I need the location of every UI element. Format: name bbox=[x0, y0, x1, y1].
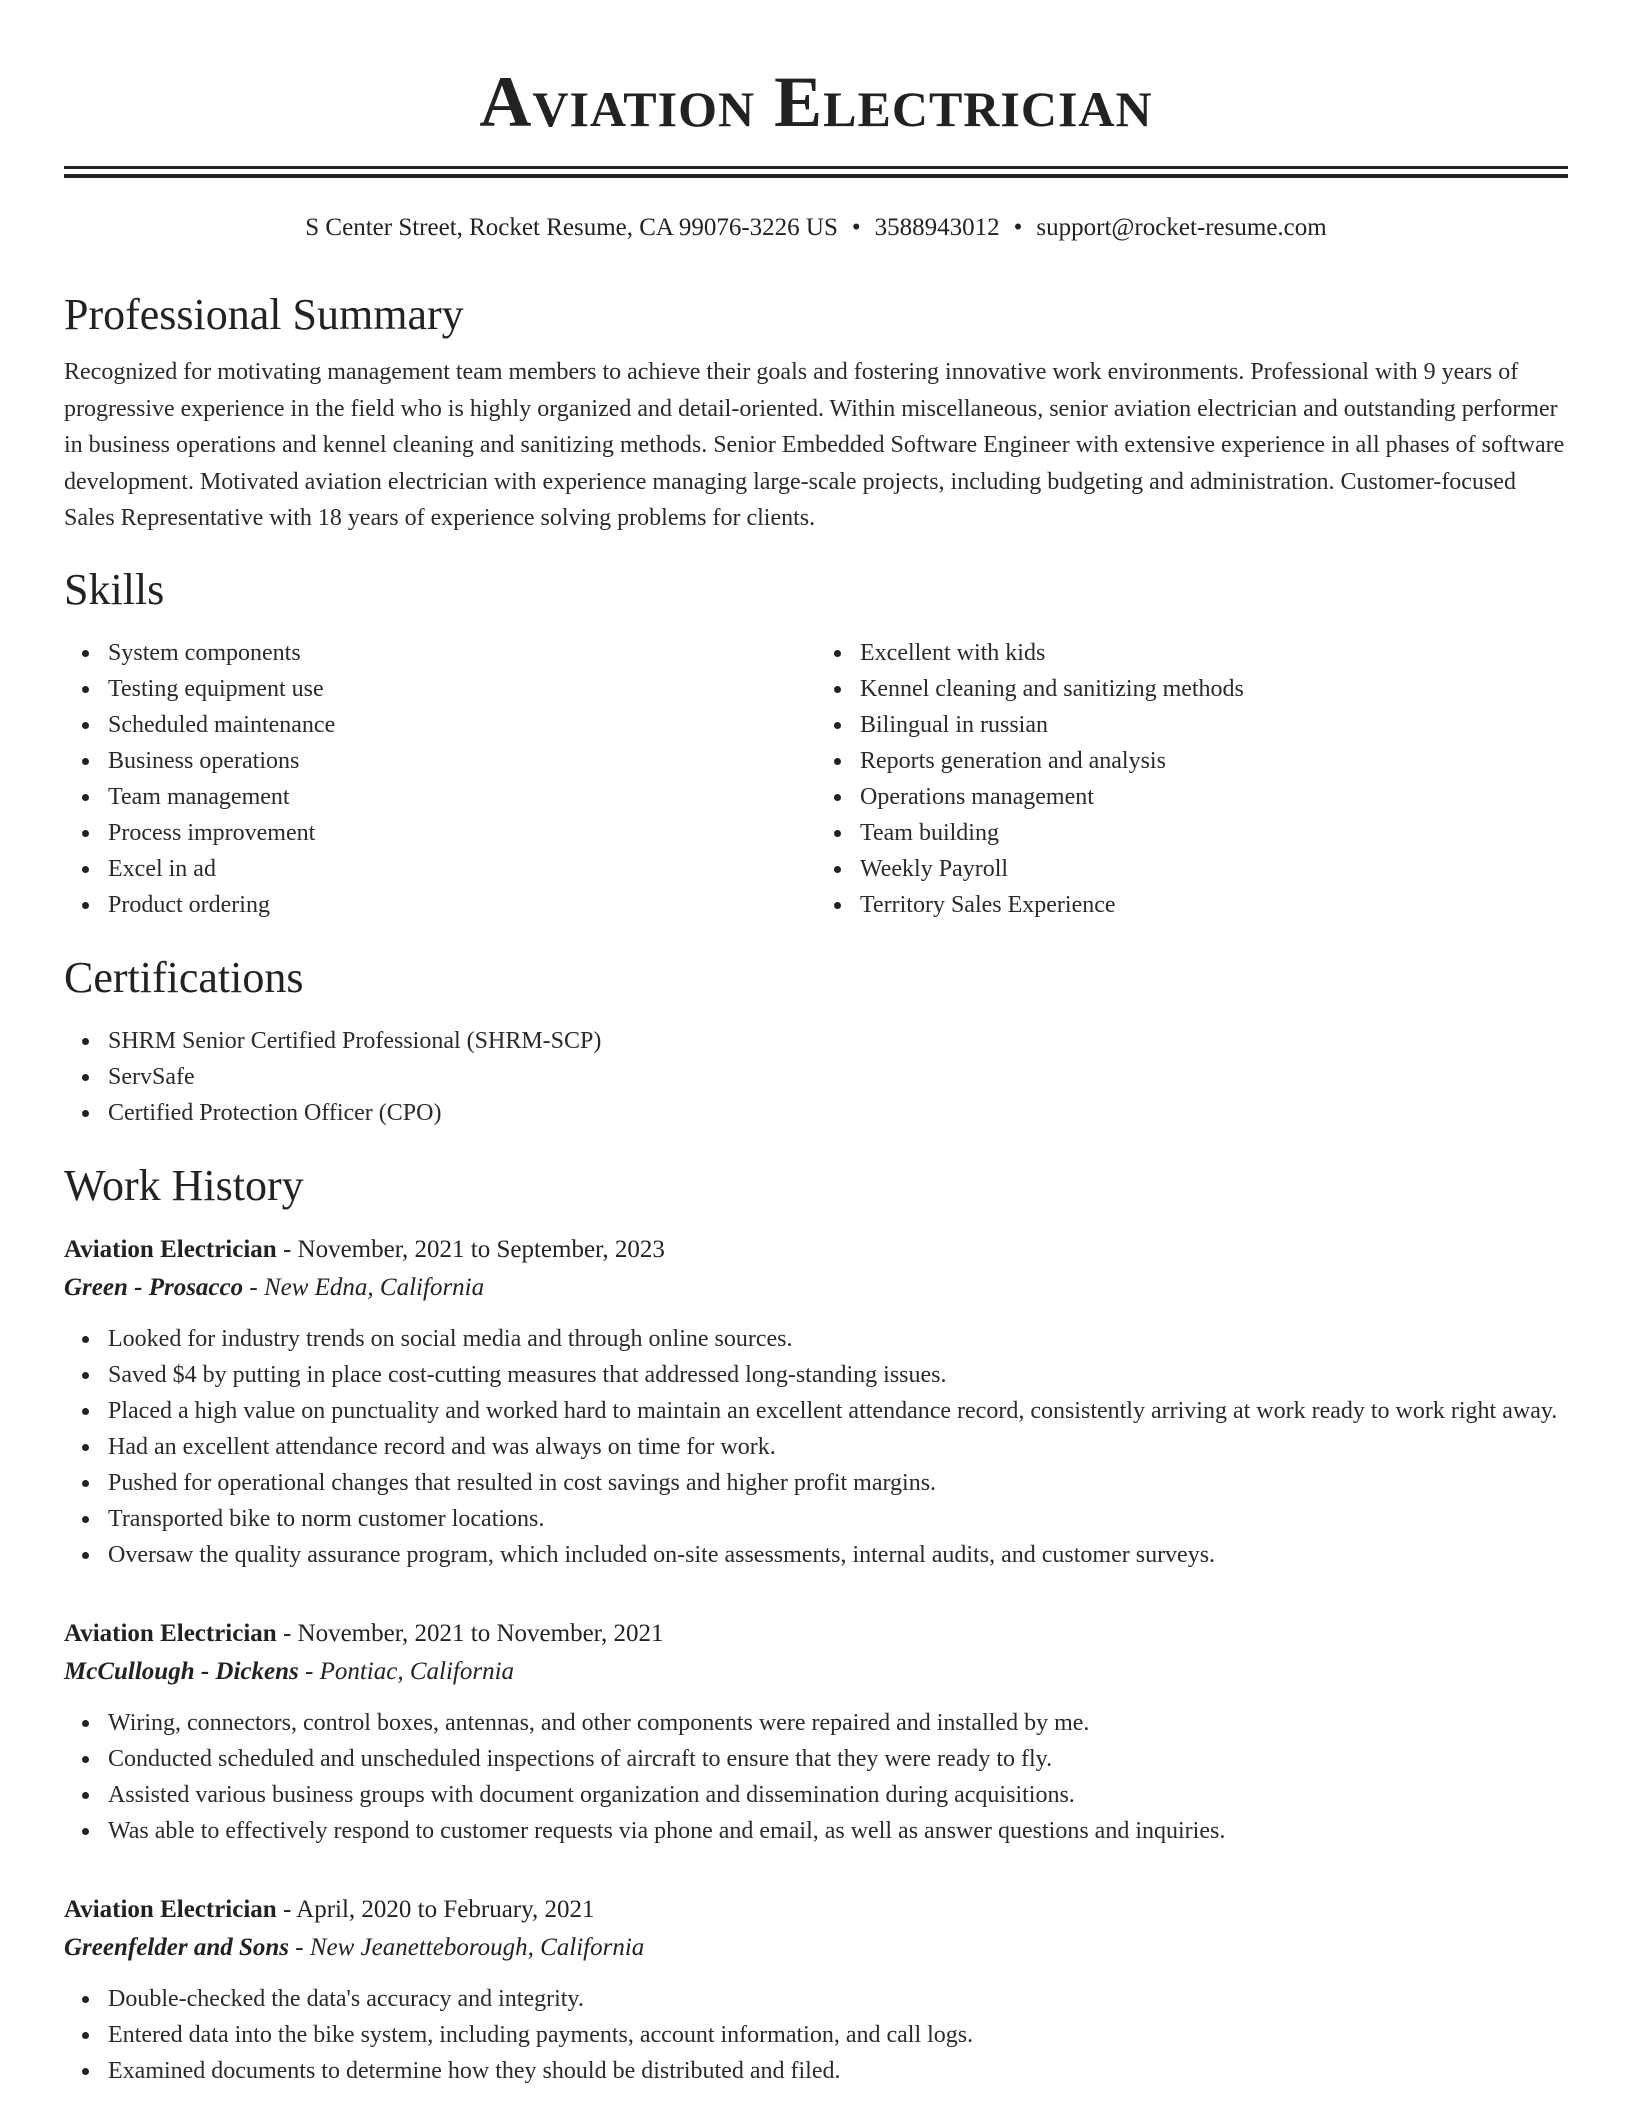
job-title-line bbox=[64, 1615, 1568, 1653]
skill-item: Excel in ad bbox=[108, 851, 816, 887]
job-bullet: Was able to effectively respond to customer requests via phone and email, as well as answer questions and inquiries. bbox=[108, 1813, 1568, 1849]
resume-page bbox=[64, 0, 1568, 2089]
job-bullet: Saved $4 by putting in place cost-cutting measures that addressed long-standing issues. bbox=[108, 1357, 1568, 1393]
job-location: - New Jeanetteborough, California bbox=[289, 1933, 645, 1961]
job-company: McCullough - Dickens bbox=[64, 1657, 299, 1685]
skill-item: Process improvement bbox=[108, 815, 816, 851]
job-bullet: Double-checked the data's accuracy and integrity. bbox=[108, 1981, 1568, 2017]
skill-item: Scheduled maintenance bbox=[108, 707, 816, 743]
skills-heading: Skills bbox=[64, 564, 165, 614]
job-title-line bbox=[64, 1231, 1568, 1269]
certifications-list bbox=[64, 1023, 1568, 1131]
job-role: Aviation Electrician bbox=[64, 1235, 277, 1263]
job-dates: - April, 2020 to February, 2021 bbox=[276, 1895, 595, 1923]
certification-item: SHRM Senior Certified Professional (SHRM-SCP) bbox=[108, 1023, 1568, 1059]
contact-address: S Center Street, Rocket Resume, CA 99076-3226 US bbox=[305, 214, 838, 241]
skill-item: System components bbox=[108, 635, 816, 671]
job-bullet: Entered data into the bike system, including payments, account information, and call logs. bbox=[108, 2017, 1568, 2053]
certification-item: ServSafe bbox=[108, 1059, 1568, 1095]
contact-separator: • bbox=[851, 214, 861, 241]
job-dates: - November, 2021 to November, 2021 bbox=[276, 1619, 664, 1647]
job-company: Green - Prosacco bbox=[64, 1273, 244, 1301]
summary-text: Recognized for motivating management team members to achieve their goals and fostering innovative work environments. Professional with 9 years of progressive experience in the field who is highly organized and detail-oriented. Within miscellaneous, senior aviation electrician and outstanding performer in business operations and kennel cleaning and sanitizing methods. Senior Embedded Software Engineer with extensive experience in all phases of software development. Motivated aviation electrician with experience managing large-scale projects, including budgeting and administration. Customer-focused Sales Representative with 18 years of experience solving problems for clients. bbox=[64, 359, 1565, 531]
job-entry bbox=[64, 1231, 1568, 1573]
contact-separator: • bbox=[1013, 214, 1023, 241]
skill-item: Testing equipment use bbox=[108, 671, 816, 707]
job-bullet: Wiring, connectors, control boxes, antennas, and other components were repaired and installed by me. bbox=[108, 1705, 1568, 1741]
job-location: - Pontiac, California bbox=[298, 1657, 515, 1685]
job-bullet: Transported bike to norm customer locations. bbox=[108, 1501, 1568, 1537]
skill-item: Bilingual in russian bbox=[860, 707, 1568, 743]
job-bullet: Pushed for operational changes that resulted in cost savings and higher profit margins. bbox=[108, 1465, 1568, 1501]
job-bullet: Placed a high value on punctuality and worked hard to maintain an excellent attendance record, consistently arriving at work ready to work right away. bbox=[108, 1393, 1568, 1429]
certification-item: Certified Protection Officer (CPO) bbox=[108, 1095, 1568, 1131]
job-entry bbox=[64, 1615, 1568, 1849]
contact-phone: 3588943012 bbox=[874, 214, 1000, 241]
job-role: Aviation Electrician bbox=[64, 1895, 277, 1923]
skill-item: Operations management bbox=[860, 779, 1568, 815]
title-rule bbox=[64, 166, 1568, 178]
skill-item: Team management bbox=[108, 779, 816, 815]
skill-item: Weekly Payroll bbox=[860, 851, 1568, 887]
job-bullets bbox=[64, 1981, 1568, 2089]
job-bullet: Conducted scheduled and unscheduled inspections of aircraft to ensure that they were ready to fly. bbox=[108, 1741, 1568, 1777]
skill-item: Excellent with kids bbox=[860, 635, 1568, 671]
job-company: Greenfelder and Sons bbox=[64, 1933, 290, 1961]
job-role: Aviation Electrician bbox=[64, 1619, 277, 1647]
contact-email: support@rocket-resume.com bbox=[1036, 214, 1327, 241]
certifications-heading: Certifications bbox=[64, 952, 304, 1002]
skill-item: Business operations bbox=[108, 743, 816, 779]
job-company-line bbox=[64, 1653, 1568, 1691]
skill-item: Reports generation and analysis bbox=[860, 743, 1568, 779]
job-bullets bbox=[64, 1705, 1568, 1849]
job-bullets bbox=[64, 1321, 1568, 1573]
skills-list-right bbox=[816, 635, 1568, 923]
job-company-line bbox=[64, 1929, 1568, 1967]
skills-list-left bbox=[64, 635, 816, 923]
job-title-line bbox=[64, 1891, 1568, 1929]
job-company-line bbox=[64, 1269, 1568, 1307]
summary-heading: Professional Summary bbox=[64, 290, 464, 339]
skill-item: Product ordering bbox=[108, 887, 816, 923]
job-location: - New Edna, California bbox=[243, 1273, 485, 1301]
skill-item: Kennel cleaning and sanitizing methods bbox=[860, 671, 1568, 707]
job-bullet: Assisted various business groups with document organization and dissemination during acquisitions. bbox=[108, 1777, 1568, 1813]
work-history-heading: Work History bbox=[64, 1160, 304, 1210]
job-bullet: Examined documents to determine how they should be distributed and filed. bbox=[108, 2053, 1568, 2089]
resume-title: Aviation Electrician bbox=[479, 62, 1153, 142]
skill-item: Territory Sales Experience bbox=[860, 887, 1568, 923]
job-entry bbox=[64, 1891, 1568, 2089]
skills-columns bbox=[64, 635, 1568, 923]
job-bullet: Looked for industry trends on social media and through online sources. bbox=[108, 1321, 1568, 1357]
job-bullet: Had an excellent attendance record and was always on time for work. bbox=[108, 1429, 1568, 1465]
skill-item: Team building bbox=[860, 815, 1568, 851]
contact-line bbox=[64, 212, 1568, 244]
job-dates: - November, 2021 to September, 2023 bbox=[276, 1235, 665, 1263]
job-bullet: Oversaw the quality assurance program, which included on-site assessments, internal audits, and customer surveys. bbox=[108, 1537, 1568, 1573]
